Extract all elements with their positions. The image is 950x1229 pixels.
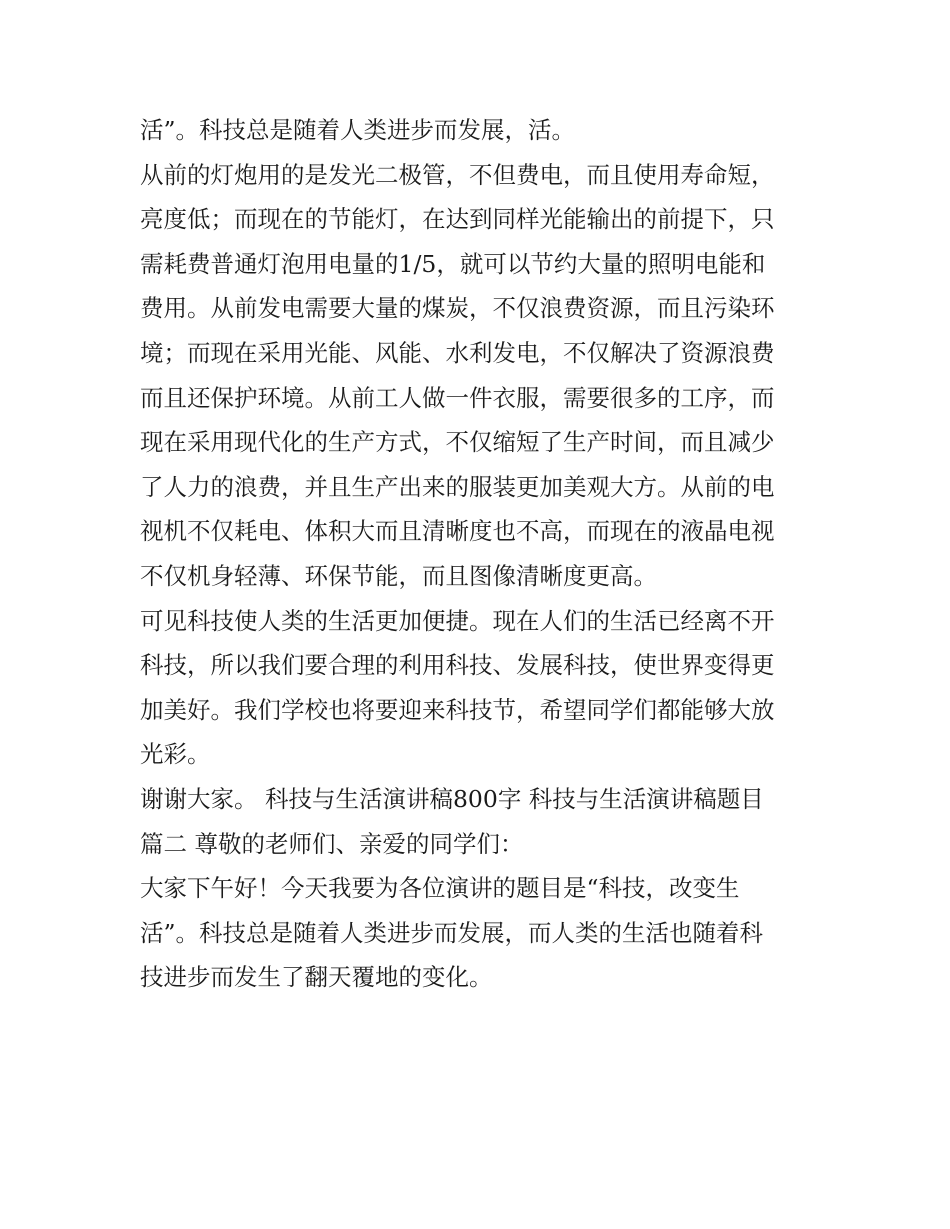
text-line: 现在采用现代化的生产方式，不仅缩短了生产时间，而且减少 (140, 428, 775, 457)
text-line: 境；而现在采用光能、风能、水利发电，不仅解决了资源浪费 (140, 338, 775, 367)
text-line: 科技，所以我们要合理的利用科技、发展科技，使世界变得更 (140, 651, 775, 680)
text-line: 加美好。我们学校也将要迎来科技节，希望同学们都能够大放 (140, 695, 775, 724)
text-line: 光彩。 (140, 740, 211, 769)
text-line: 亮度低；而现在的节能灯，在达到同样光能输出的前提下，只 (140, 205, 775, 234)
text-line: 谢谢大家。 科技与生活演讲稿800字 科技与生活演讲稿题目 (140, 784, 764, 813)
text-line: 不仅机身轻薄、环保节能，而且图像清晰度更高。 (140, 561, 657, 590)
text-line: 篇二 尊敬的老师们、亲爱的同学们： (140, 829, 524, 858)
text-line: 大家下午好！今天我要为各位演讲的题目是“科技，改变生 (140, 874, 740, 903)
text-line: 可见科技使人类的生活更加便捷。现在人们的生活已经离不开 (140, 606, 775, 635)
text-line: 技进步而发生了翻天覆地的变化。 (140, 963, 493, 992)
text-line: 了人力的浪费，并且生产出来的服装更加美观大方。从前的电 (140, 472, 775, 501)
text-line: 活”。科技总是随着人类进步而发展，而人类的生活也随着科 (140, 918, 764, 947)
text-line: 从前的灯炮用的是发光二极管，不但费电，而且使用寿命短， (140, 160, 775, 189)
document-text-body (140, 108, 820, 1000)
text-line: 费用。从前发电需要大量的煤炭，不仅浪费资源，而且污染环 (140, 294, 775, 323)
text-line: 而且还保护环境。从前工人做一件衣服，需要很多的工序，而 (140, 383, 775, 412)
text-line: 需耗费普通灯泡用电量的1/5，就可以节约大量的照明电能和 (140, 249, 766, 278)
text-line: 视机不仅耗电、体积大而且清晰度也不高，而现在的液晶电视 (140, 517, 775, 546)
text-line: 活”。科技总是随着人类进步而发展，活。 (140, 116, 576, 144)
